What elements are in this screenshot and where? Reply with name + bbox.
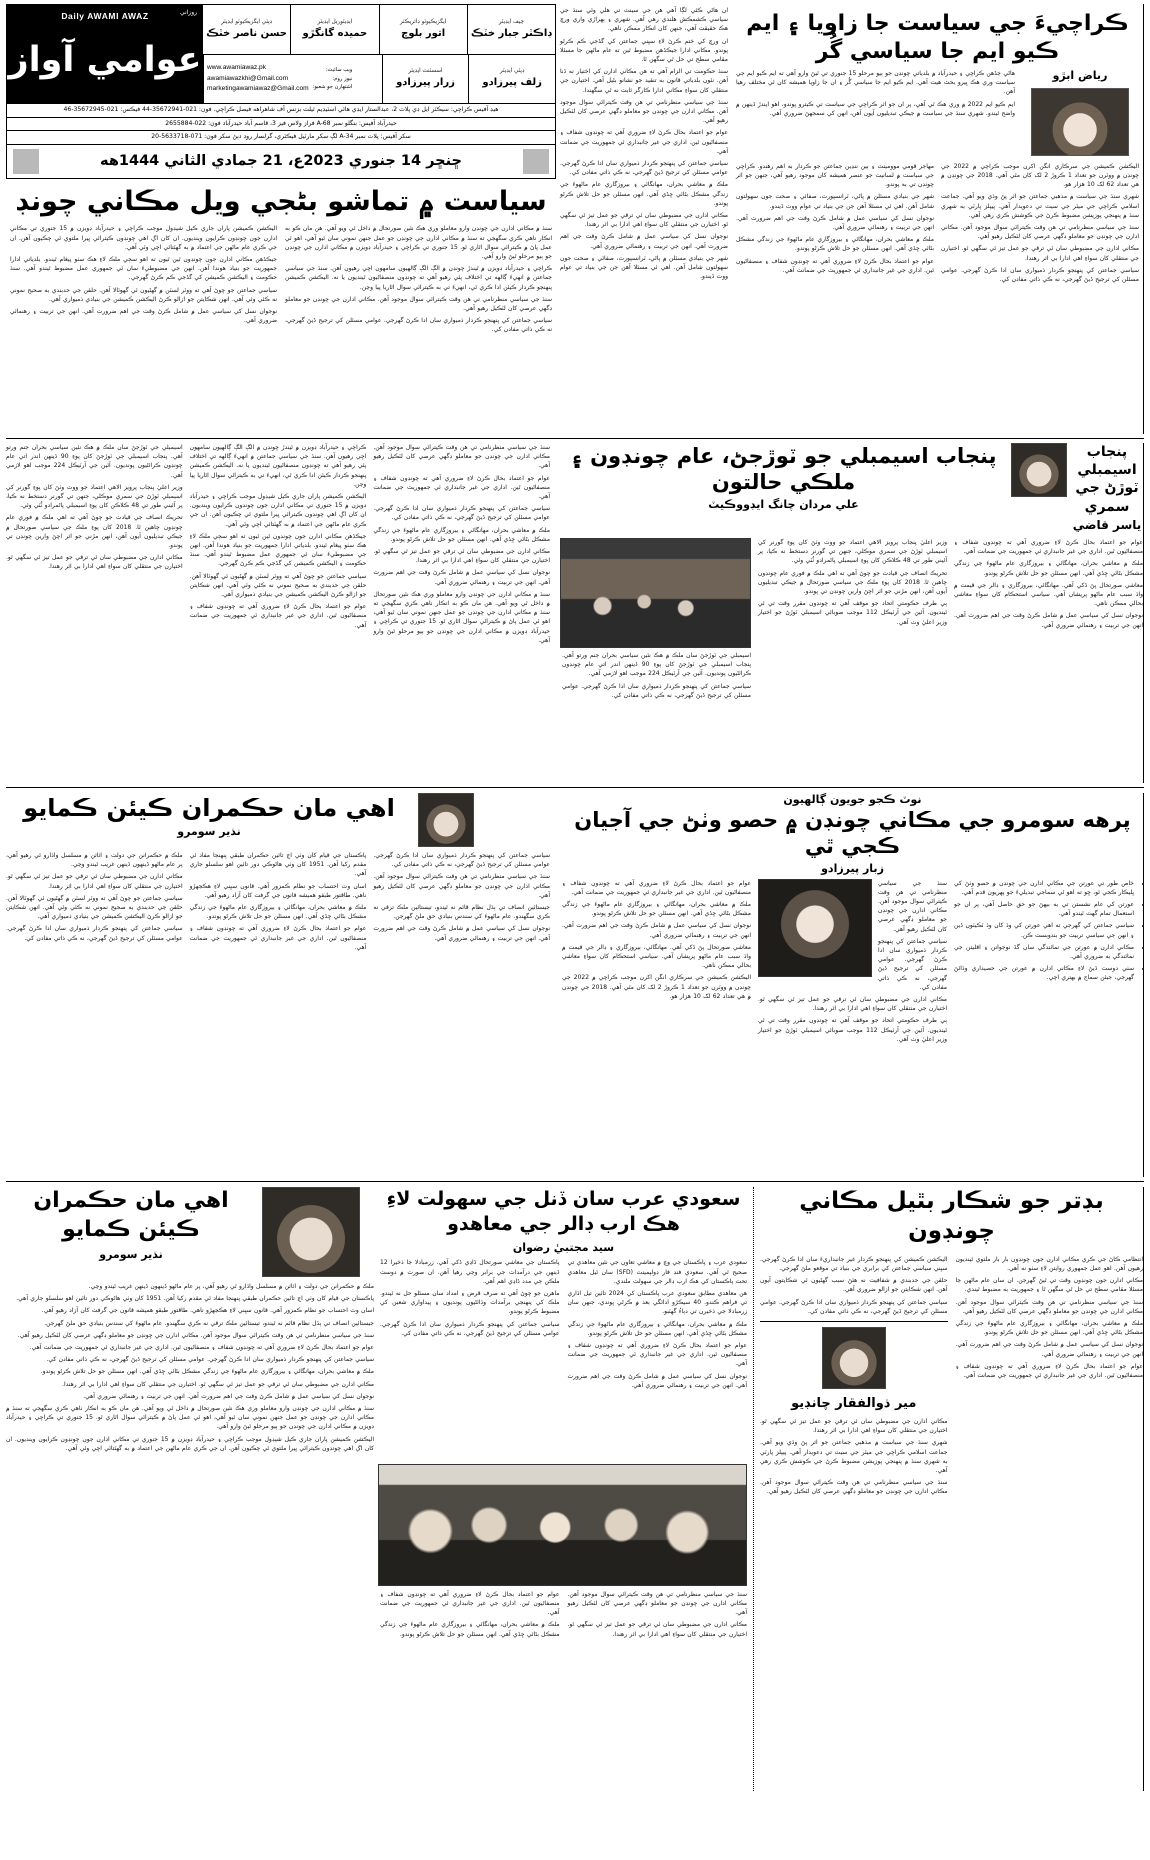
sumro-headline: پرهه سومرو جي مڪاني چونڊن ۾ حصو وٺڻ جي آجيان ڪجي ٿي bbox=[574, 808, 1131, 859]
paragraph: نوجوان نسل کي سياسي عمل ۾ شامل ڪرڻ وقت جي اهم ضرورت آهي. انهن جي تربيت ۽ رهنمائي ضروري آهي. bbox=[373, 569, 550, 586]
masthead-and-lead bbox=[6, 4, 556, 434]
paragraph: ملڪ ۾ حڪمرانن جي دولت ۽ اثاثن ۾ مسلسل واڌارو ٿي رهيو آهي، پر عام ماڻهو ڏينهون ڏينهن غريب ٿيندو وڃي. bbox=[88, 1283, 374, 1290]
budtar-col-1 bbox=[956, 1255, 1144, 1791]
punjab-col-3 bbox=[562, 538, 751, 783]
budtar-author-chip bbox=[760, 1327, 948, 1413]
paragraph: اليڪشن ڪميشن جي سرڪاري انگن اکرن موجب ڪراچي ۾ 2022 جي چونڊن ۾ ووٽرن جو تعداد 1 ڪروڙ 2 لک کان مٿي آهي. 2018 جي چونڊن ۾ هي تعداد 62 لک 10 هزار هو. bbox=[562, 974, 752, 1000]
author-name: رياض ابڙو bbox=[1052, 69, 1108, 82]
paragraph: ٻي طرف حڪومتي اتحاد جو موقف آهي ته چونڊون مقرر وقت تي ئي ٿينديون. آئين جي آرٽيڪل 112 موجب صوبائي اسيمبلي ٽوڙڻ جو اختيار وزير اعليٰ وٽ آهي. bbox=[758, 600, 947, 626]
paragraph: سنڌ جي سياسي منظرنامي تي هن وقت ڪيترائي سوال موجود آهن. مڪاني ادارن جي چونڊن جو معاملو ڊگهي عرصي کان لٽڪيل رهيو آهي. bbox=[567, 1590, 747, 1617]
marketing-email[interactable]: marketingawamiawaz@Gmail.com bbox=[207, 84, 309, 92]
nazir-sumro-section bbox=[6, 1187, 374, 1791]
punjab-side-author bbox=[1011, 443, 1143, 534]
paragraph: سنڌ ۾ مڪاني ادارن جي چونڊن وارو معاملو وري هڪ نئين صورتحال ۾ داخل ٿي ويو آهي. هن مان ڪو به انڪار ناهي ڪري سگهجي ته سنڌ ۾ مڪاني ادارن جي چونڊن جو عمل جنهن نموني سان ٿيو آهي، اهو ئي عمل پاڻ ۾ ڪيترائي سوال اٿاري ٿو. 15 جنوري تي ڪراچي ۽ حيدرآباد ڊويزن ۾ مڪاني ادارن جي چونڊن جو ٻيو مرحلو ٿيڻ وارو آهي. bbox=[285, 225, 553, 260]
paragraph: مڪاني ادارن جي مضبوطي سان ئي ترقي جو عمل تيز ٿي سگهي ٿو. اختيارن جي منتقلي کان سواءِ اهي ادارا بي اثر رهندا. bbox=[567, 1621, 747, 1638]
paragraph: ماهرن جو چوڻ آهي ته صرف قرض ۽ امداد سان مسئلو حل نه ٿيندو. ملڪ کي پنهنجي برآمدات وڌائڻيون پونديون ۽ پيداواري شعبن کي مضبوط ڪرڻو پوندو. bbox=[380, 1289, 560, 1316]
paragraph: مڪاني ادارن جي مضبوطي سان ئي ترقي جو عمل تيز ٿي سگهي ٿو. اختيارن جي منتقلي کان سواءِ اهي ادارا بي اثر رهندا. bbox=[62, 1380, 374, 1388]
contact-box bbox=[203, 55, 382, 104]
paragraph: نوجوان نسل کي سياسي عمل ۾ شامل ڪرڻ وقت جي اهم ضرورت آهي. انهن جي تربيت ۽ رهنمائي ضروري آهي. bbox=[373, 925, 550, 942]
paragraph: سياسي جماعتن کي پنهنجو ڪردار ذميواري سان ادا ڪرڻ گهرجي. عوامي مسئلن کي ترجيح ڏيڻ گهرجي، نه ڪي ذاتي مفادن کي. bbox=[878, 937, 947, 991]
staff-name: زلف پيرزادو bbox=[482, 77, 542, 89]
paragraph: عوام جو اعتماد بحال ڪرڻ لاءِ ضروري آهي ته چونڊون شفاف ۽ منصفاڻيون ٿين. اداري جي غير جانبداري ئي جمهوريت جي ضمانت آهي. bbox=[562, 879, 751, 896]
lead-left-headline: ڪراچيءَ جي سياست جا زاويا ۽ ايم ڪيو ايم جا سياسي گُر bbox=[746, 11, 1129, 64]
paragraph: مڪاني ادارن جي مضبوطي سان ئي ترقي جو عمل تيز ٿي سگهي ٿو. اختيارن جي منتقلي کان سواءِ اهي ادارا بي اثر رهندا. bbox=[758, 995, 947, 1013]
hukmaran-col-2 bbox=[190, 851, 367, 1177]
contact-label-website: ويب سائيٽ: bbox=[325, 67, 353, 74]
lead-left-article bbox=[556, 4, 1144, 434]
paragraph: ملڪ ۾ معاشي بحران، مهانگائي ۽ بيروزگاري عام ماڻهوءَ جي زندگي مشڪل بڻائي ڇڏي آهي. انهن مسئلن جو حل تلاش ڪرڻو پوندو. bbox=[380, 1621, 560, 1638]
saudi-byline: سيد مجتبيٰ رضوان bbox=[512, 1241, 615, 1255]
paragraph: سياسي جماعتن کي پنهنجو ڪردار ذميواري سان ادا ڪرڻ گهرجي. عوامي مسئلن کي ترجيح ڏيڻ گهرجي، نه ڪي ذاتي مفادن کي. bbox=[373, 505, 550, 522]
saudi-col-3 bbox=[568, 1590, 748, 1791]
address-sukkur: سکر آفيس: پلاٽ نمبر A-34 لڳ سکر مارٽيل فيڪٽري، گرلسار روڊ دٻڻ سکر فون: 071-5633718-20 bbox=[6, 131, 556, 145]
lead-right-col-2 bbox=[10, 224, 277, 434]
paragraph: ملڪ ۾ معاشي بحران، مهانگائي ۽ بيروزگاري عام ماڻهوءَ جي زندگي مشڪل بڻائي ڇڏي آهي. انهن مسئلن جو حل تلاش ڪرڻو پوندو. bbox=[736, 236, 934, 253]
hukmaran-byline: نذير سومرو bbox=[177, 825, 241, 838]
paragraph: سنڌ جي سياسي منظرنامي تي هن وقت ڪيترائي سوال موجود آهن. مڪاني ادارن جي چونڊن جو معاملو ڊگهي عرصي کان لٽڪيل رهيو آهي. bbox=[941, 224, 1139, 241]
nazir-col-3 bbox=[6, 443, 183, 783]
paragraph: عوام جو اعتماد بحال ڪرڻ لاءِ ضروري آهي ته چونڊون شفاف ۽ منصفاڻيون ٿين. اداري جي غير جانبداري ئي جمهوريت جي ضمانت آهي. bbox=[29, 1344, 374, 1352]
paragraph: سنڌ جي سياسي منظرنامي تي هن وقت ڪيترائي سوال موجود آهن. مڪاني ادارن جي چونڊن جو معاملو ڊگهي عرصي کان لٽڪيل رهيو آهي. bbox=[560, 98, 728, 125]
paragraph: اليڪشن ڪميشن کي پنهنجو ڪردار غير جانبداريءَ سان ادا ڪرڻ گهرجي. سڀني سياسي جماعتن کي برابري جي بنياد تي موقعو ملڻ گهرجي. bbox=[760, 1255, 948, 1272]
paragraph: معاشي صورتحال پڻ ڏکي آهي. مهانگائي، بيروزگاري ۽ ڊالر جي قيمت ۾ واڌ سبب عام ماڻهو پريشان آهي. سياسي استحڪام کان سواءِ معاشي بحالي ممڪن ناهي. bbox=[562, 943, 751, 970]
punjab-col-2 bbox=[758, 538, 947, 783]
address-karachi: هيڊ آفيس ڪراچي: سيڪٽر ايل ڊي پلاٽ 2، عبدالستار ايڊي هائي اسٽيڊيم ٿيلٽ بزنس آف شاهراهه فيصل ڪراچي. فون: 021-35672941-44 فيڪس: 021-35672945-46 bbox=[6, 104, 556, 118]
paragraph: اسان وٽ احتساب جو نظام ڪمزور آهي. قانون سڀني لاءِ هڪجهڙو ناهي. طاقتور طبقو هميشه قانون جي گرفت کان آزاد رهيو آهي. bbox=[189, 882, 367, 899]
list-item: • مڪاني ادارن ۾ عورتن جي نمائندگي سان گڏ نوجوانن ۽ اقليتن جي نمائندگي به ضروري آهي. bbox=[954, 943, 1134, 961]
paragraph: عوام جو اعتماد بحال ڪرڻ لاءِ ضروري آهي ته چونڊون شفاف ۽ منصفاڻيون ٿين. اداري جي غير جانبداري ئي جمهوريت جي ضمانت آهي. bbox=[736, 257, 934, 274]
paragraph: سياسي جماعتن جو چوڻ آهي ته ووٽر لسٽن ۾ گهڻيون ئي گهوٽالا آهن. حلقن جي حدبندي به صحيح نموني نه ڪئي وئي آهي. انهن شڪايتن جو ازالو ڪرڻ اليڪشن ڪميشن جي بنيادي ذميواري آهي. bbox=[189, 572, 367, 599]
logo-urdu-title: عوامي آواز bbox=[8, 39, 202, 80]
paragraph: جيستائين انصاف تي ٻڌل نظام قائم نه ٿيندو، تيستائين ملڪ ترقي نه ڪري سگهندو. عام ماڻهوءَ کي سندس بنيادي حق ملڻ گهرجن. bbox=[373, 904, 550, 921]
paragraph: جيڪڏهن مڪاني ادارن جون چونڊون ٿين ٿيون ته اهو سڄي ملڪ لاءِ هڪ سٺو پيغام ٿيندو. بلدياتي ادارا جمهوريت جو بنياد هوندا آهن. انهن جي مضبوطيءَ سان ئي جمهوري عمل مضبوط ٿيندو آهي. سنڌ حڪومت ۽ اليڪشن ڪميشن کي گڏجي ڪم ڪرڻ گهرجي. bbox=[10, 255, 277, 282]
paragraph: نوجوان نسل کي سياسي عمل ۾ شامل ڪرڻ وقت جي اهم ضرورت آهي. انهن جي تربيت ۽ رهنمائي ضروري آهي. bbox=[10, 307, 277, 325]
paragraph: مڪاني ادارن جي مضبوطي سان ئي ترقي جو عمل تيز ٿي سگهي ٿو. اختيارن جي منتقلي کان سواءِ اهي ادارا بي اثر رهندا. bbox=[760, 1417, 948, 1435]
nazir-col-1 bbox=[373, 443, 550, 783]
lead-right-article bbox=[6, 179, 556, 434]
paragraph: معاشي صورتحال پڻ ڏکي آهي. مهانگائي، بيروزگاري ۽ ڊالر جي قيمت ۾ واڌ سبب عام ماڻهو پريشان آهي. سياسي استحڪام کان سواءِ معاشي بحالي ممڪن ناهي. bbox=[954, 581, 1143, 608]
paragraph: اسيمبلي جي ٽوڙجڻ سان ملڪ ۾ هڪ نئين سياسي بحران جنم ورتو آهي. پنجاب اسيمبلي جي ٽوڙجڻ کان پوءِ 90 ڏينهن اندر اتي عام چونڊون ڪرائڻيون پونديون. آئين جي آرٽيڪل 224 موجب اهو لازمي آهي. bbox=[562, 651, 751, 678]
paragraph: عوام جو اعتماد بحال ڪرڻ لاءِ ضروري آهي ته چونڊون شفاف ۽ منصفاڻيون ٿين. اداري جي غير جانبداري ئي جمهوريت جي ضمانت آهي. bbox=[560, 129, 728, 155]
paragraph: انتظامي ڪاڻ جي ڪري مڪاني ادارن جون چونڊون بار بار ملتوي ٿينديون رهيون آهن. اهو عمل جمهوري روايتن لاءِ سٺو نه آهي. bbox=[955, 1255, 1143, 1272]
sumro-byline: زبار پيرزادو bbox=[821, 861, 884, 875]
paragraph: عوام جو اعتماد بحال ڪرڻ لاءِ ضروري آهي ته چونڊون شفاف ۽ منصفاڻيون ٿين. اداري جي غير جانبداري ئي جمهوريت جي ضمانت آهي. bbox=[567, 1342, 747, 1368]
paragraph: ملڪ ۾ معاشي بحران، مهانگائي ۽ بيروزگاري عام ماڻهوءَ جي زندگي مشڪل بڻائي ڇڏي آهي. انهن مسئلن جو حل تلاش ڪرڻو پوندو. bbox=[40, 1368, 374, 1376]
assembly-photo bbox=[560, 538, 751, 648]
paragraph: ٻي طرف حڪومتي اتحاد جو موقف آهي ته چونڊون مقرر وقت تي ئي ٿينديون. آئين جي آرٽيڪل 112 موجب صوبائي اسيمبلي ٽوڙڻ جو اختيار وزير اعليٰ وٽ آهي. bbox=[758, 1017, 947, 1043]
paragraph: نوجوان نسل کي سياسي عمل ۾ شامل ڪرڻ وقت جي اهم ضرورت آهي. انهن جي تربيت ۽ رهنمائي ضروري آهي. bbox=[567, 1372, 747, 1389]
paragraph: عوام جو اعتماد بحال ڪرڻ لاءِ ضروري آهي ته چونڊون شفاف ۽ منصفاڻيون ٿين. اداري جي غير جانبداري ئي جمهوريت جي ضمانت آهي. bbox=[189, 603, 367, 629]
paragraph: نوجوان نسل کي سياسي عمل ۾ شامل ڪرڻ وقت جي اهم ضرورت آهي. انهن جي تربيت ۽ رهنمائي ضروري آهي. bbox=[562, 922, 751, 939]
paragraph: عوام جو اعتماد بحال ڪرڻ لاءِ ضروري آهي ته چونڊون شفاف ۽ منصفاڻيون ٿين. اداري جي غير جانبداري ئي جمهوريت جي ضمانت آهي. bbox=[954, 538, 1143, 556]
paragraph: نوجوان نسل کي سياسي عمل ۾ شامل ڪرڻ وقت جي اهم ضرورت آهي. انهن جي تربيت ۽ رهنمائي ضروري آهي. bbox=[560, 233, 728, 250]
paragraph: ملڪ ۾ معاشي بحران، مهانگائي ۽ بيروزگاري عام ماڻهوءَ جي زندگي مشڪل بڻائي ڇڏي آهي. انهن مسئلن جو حل تلاش ڪرڻو پوندو. bbox=[189, 904, 367, 921]
paragraph: مڪاني ادارن جي مضبوطي سان ئي ترقي جو عمل تيز ٿي سگهي ٿو. اختيارن جي منتقلي کان سواءِ اهي ادارا بي اثر رهندا. bbox=[5, 554, 183, 571]
paragraph: جيستائين انصاف تي ٻڌل نظام قائم نه ٿيندو، تيستائين ملڪ ترقي نه ڪري سگهندو. عام ماڻهوءَ کي سندس بنيادي حق ملڻ گهرجن. bbox=[44, 1319, 374, 1327]
paragraph: سياسي جماعتن کي پنهنجو ڪردار ذميواري سان ادا ڪرڻ گهرجي. عوامي مسئلن کي ترجيح ڏيڻ گهرجي، نه ڪي ذاتي مفادن کي. bbox=[560, 160, 728, 177]
lead-right-headline: سياست ۾ تماشو بڻجي ويل مڪاني چونڊ bbox=[15, 185, 547, 217]
staff-box bbox=[203, 5, 555, 103]
paragraph: مڪاني ادارن جون چونڊون وقت تي ٿيڻ گهرجن. ان سان عام ماڻهن جا مسئلا مقامي سطح تي حل ٿي سگهن ٿا ۽ جمهوريت به مضبوط ٿيندي. bbox=[955, 1277, 1143, 1294]
punjab-section bbox=[556, 443, 1144, 783]
staff-role: ڊپٽي ايڊيٽر bbox=[499, 68, 525, 75]
newspaper-logo bbox=[7, 5, 203, 103]
contact-label-ads: اشتهارن جو شعبو: bbox=[312, 83, 353, 90]
paragraph: اليڪشن ڪميشن پاران جاري ڪيل شيڊول موجب ڪراچي ۽ حيدرآباد ڊويزن ۾ 15 جنوري تي مڪاني ادارن جون چونڊون ڪرايون وينديون. ان کان اڳ اهي چونڊون ڪيترائي ڀيرا ملتوي ٿي چڪيون آهن. ان جي ڪري عام ماڻهن جي اعتماد ۾ به گهٽتائي اچي وئي آهي. bbox=[189, 493, 367, 528]
side-title: پنجاب اسيمبلي ٽوڙڻ جي سمري bbox=[1075, 444, 1139, 515]
staff-role: ڊپٽي ايگزيڪيوٽو ايڊيٽر bbox=[221, 18, 273, 25]
paragraph: سياسي جماعتن کي پنهنجو ڪردار ذميواري سان ادا ڪرڻ گهرجي. عوامي مسئلن کي ترجيح ڏيڻ گهرجي، نه ڪي ذاتي مفادن کي. bbox=[46, 1356, 374, 1364]
author-photo bbox=[418, 793, 474, 847]
lead-left-intro bbox=[736, 69, 1015, 159]
sumro-section bbox=[556, 793, 1144, 1177]
paragraph: اليڪشن ڪميشن پاران جاري ڪيل شيڊول موجب ڪراچي ۽ حيدرآباد ڊويزن ۾ 15 جنوري تي مڪاني ادارن جون چونڊون ڪرايون وينديون. ان کان اڳ اهي چونڊون ڪيترائي ڀيرا ملتوي ٿي چڪيون آهن. ان جي ڪري عام ماڻهن جي اعتماد ۾ به گهٽتائي اچي وئي آهي. bbox=[10, 225, 278, 251]
staff-deputy-editor bbox=[468, 55, 555, 104]
paragraph: ملڪ ۾ معاشي بحران، مهانگائي ۽ بيروزگاري عام ماڻهوءَ جي زندگي مشڪل بڻائي ڇڏي آهي. انهن مسئلن جو حل تلاش ڪرڻو پوندو. bbox=[954, 560, 1143, 577]
paragraph: جيڪڏهن مڪاني ادارن جون چونڊون ٿين ٿيون ته اهو سڄي ملڪ لاءِ هڪ سٺو پيغام ٿيندو. بلدياتي ادارا جمهوريت جو بنياد هوندا آهن. انهن جي مضبوطيءَ سان ئي جمهوري عمل مضبوط ٿيندو آهي. سنڌ حڪومت ۽ اليڪشن ڪميشن کي گڏجي ڪم ڪرڻ گهرجي. bbox=[189, 532, 367, 568]
list-item: • سٺي دوست ڏيڻ لاءِ مڪاني ادارن ۾ عورتن جي حصيداري وڌائڻ گهرجي، جيئن سماج ۾ بهتري اچي. bbox=[954, 964, 1134, 982]
paragraph: سياسي جماعتن کي پنهنجو ڪردار ذميواري سان ادا ڪرڻ گهرجي. عوامي مسئلن کي ترجيح ڏيڻ گهرجي، نه ڪي ذاتي مفادن کي. bbox=[380, 1320, 560, 1337]
saudi-col-4 bbox=[380, 1590, 560, 1791]
nazir-sumro-author-chip bbox=[262, 1187, 374, 1277]
paragraph: سياسي جماعتن کي پنهنجو ڪردار ذميواري سان ادا ڪرڻ گهرجي. عوامي مسئلن کي ترجيح ڏيڻ گهرجي، نه ڪي ذاتي مفادن کي. bbox=[562, 682, 751, 699]
paragraph: ڪراچي ۽ حيدرآباد ڊويزن ۾ ٿيندڙ چونڊن ۾ الڳ الڳ ڳالهيون سامهون اچي رهيون آهن. سنڌ جي سياسي جماعتن ۾ انهيءَ ڳالهه تي اختلاف پئي رهيو آهي ته چونڊون منصفاڻيون ٿينديون يا نه. اليڪشن ڪميشن پنهنجو ڪردار ڪيئن ادا ڪري ٿي، انهيءَ تي به ڪيترائي سوال اٿاريا پيا وڃن. bbox=[285, 265, 552, 291]
paragraph: ان ورڇ کي ختم ڪرڻ لاءِ سڀني جماعتن کي گڏجي ڪم ڪرڻو پوندو. مڪاني ادارا جيڪڏهن مضبوط ٿين ته عام ماڻهن جا مسئلا مقامي سطح تي حل ٿي سگهن ٿا. bbox=[560, 37, 728, 64]
paragraph: ان هاڻي ڪٿي لڳا آهي هن جي سينٽ تي هلي وئي سنڌ جي سياسي ڪشمڪش هلندي رهي آهي. شهري ۽ ٻهراڙي واري ورڇ هڪ حقيقت آهي، جنهن کان انڪار ممڪن ناهي. bbox=[560, 7, 728, 33]
staff-chief-editor bbox=[467, 5, 555, 54]
staff-name: حميده گانگڙو bbox=[302, 27, 368, 39]
paragraph: ايم ڪيو ايم 2022 ۾ وري هڪ ٿي آهي، پر ان جو اثر ڪراچي جي سياست تي ڪيترو پوندو، اهو ايندڙ ڏينهن ۾ واضح ٿيندو. شهري سنڌ جي سياست ۾ جيڪي تبديليون آيون آهن، انهن کي سمجهڻ ضروري آهي. bbox=[736, 100, 1015, 117]
paragraph: سنڌ جي سياسي منظرنامي تي هن وقت ڪيترائي سوال موجود آهن. مڪاني ادارن جي چونڊن جو معاملو ڊگهي عرصي کان لٽڪيل رهيو آهي. bbox=[955, 1298, 1143, 1315]
sumro-col-1 bbox=[954, 879, 1143, 1178]
lead-left-col-1 bbox=[941, 162, 1139, 434]
paragraph: شهر جي بنيادي مسئلن ۾ پاڻي، ٽرانسپورٽ، صفائي ۽ صحت جون سهولتون شامل آهن. اهي ئي مسئلا آهن جن جي بنياد تي عوام ووٽ ڏيندو. bbox=[560, 254, 728, 281]
contact-label-newsroom: نيوز روم: bbox=[332, 75, 353, 82]
paragraph: نوجوان نسل کي سياسي عمل ۾ شامل ڪرڻ وقت جي اهم ضرورت آهي. انهن جي تربيت ۽ رهنمائي ضروري آهي. bbox=[954, 612, 1143, 629]
paragraph: عوام جو اعتماد بحال ڪرڻ لاءِ ضروري آهي ته چونڊون شفاف ۽ منصفاڻيون ٿين. اداري جي غير جانبداري ئي جمهوريت جي ضمانت آهي. bbox=[955, 1362, 1143, 1380]
paragraph: حلقن جي حدبندي ۾ شفافيت نه هئڻ سبب گهڻيون ئي شڪايتون آيون آهن. انهن شڪايتن جو ازالو ضروري آهي. bbox=[760, 1277, 948, 1294]
paragraph: سعودي عرب ۽ پاڪستان جي وچ ۾ معاشي تعاون جي نئين معاهدي تي صحيح ٿي آهي. سعودي فنڊ فار ڊولپمينٽ (SFD) سان ٿيل معاهدي تحت پاڪستان کي هڪ ارب ڊالر جي سهولت ملندي. bbox=[567, 1259, 747, 1285]
mid-zone bbox=[6, 438, 1144, 783]
list-item: • عورتن کي عام نشستن تي به بيهڻ جو حق حاصل آهي، پر ان جو استعمال تمام گهٽ ٿيندو آهي. bbox=[954, 900, 1134, 918]
logo-latin-title: Daily AWAMI AWAZ bbox=[61, 11, 149, 21]
address-hyderabad: حيدرآباد آفيس: بنگلو نمبر A-68 فراز ولاس فيز 3، قاسم آباد حيدرآباد فون: 022-2655884 bbox=[6, 118, 556, 132]
staff-name: زرار پيرزادو bbox=[396, 77, 455, 89]
paragraph: عوام جو اعتماد بحال ڪرڻ لاءِ ضروري آهي ته چونڊون شفاف ۽ منصفاڻيون ٿين. اداري جي غير جانبداري ئي جمهوريت جي ضمانت آهي. bbox=[380, 1590, 560, 1617]
paragraph: ملڪ ۾ معاشي بحران، مهانگائي ۽ بيروزگاري عام ماڻهوءَ جي زندگي مشڪل بڻائي ڇڏي آهي. انهن مسئلن جو حل تلاش ڪرڻو پوندو. bbox=[955, 1320, 1143, 1337]
paragraph: سياسي جماعتن کي پنهنجو ڪردار ذميواري سان ادا ڪرڻ گهرجي. عوامي مسئلن کي ترجيح ڏيڻ گهرجي، نه ڪي ذاتي مفادن کي. bbox=[760, 1298, 948, 1315]
staff-role: اسسٽنٽ ايڊيٽر bbox=[408, 68, 443, 75]
staff-role: چيف ايڊيٽر bbox=[498, 18, 524, 25]
paragraph: سياسي جماعتن کي پنهنجو ڪردار ذميواري سان ادا ڪرڻ گهرجي. عوامي مسئلن کي ترجيح ڏيڻ گهرجي، نه ڪي ذاتي مفادن کي. bbox=[285, 317, 552, 334]
paragraph: سياسي جماعتن کي پنهنجو ڪردار ذميواري سان ادا ڪرڻ گهرجي. عوامي مسئلن کي ترجيح ڏيڻ گهرجي، نه ڪي ذاتي مفادن کي. bbox=[5, 925, 183, 942]
paragraph: ملڪ ۾ معاشي بحران، مهانگائي ۽ بيروزگاري عام ماڻهوءَ جي زندگي مشڪل بڻائي ڇڏي آهي. انهن مسئلن جو حل تلاش ڪرڻو پوندو. bbox=[373, 526, 550, 543]
paragraph: سنڌ جي سياسي منظرنامي تي هن وقت ڪيترائي سوال موجود آهن. مڪاني ادارن جي چونڊن جو معاملو ڊگهي عرصي کان لٽڪيل رهيو آهي. bbox=[760, 1479, 948, 1496]
paragraph: ڪراچي ۽ حيدرآباد ڊويزن ۾ ٿيندڙ چونڊن ۾ الڳ الڳ ڳالهيون سامهون اچي رهيون آهن. سنڌ جي سياسي جماعتن ۾ انهيءَ ڳالهه تي اختلاف پئي رهيو آهي ته چونڊون منصفاڻيون ٿينديون يا نه. اليڪشن ڪميشن پنهنجو ڪردار ڪيئن ادا ڪري ٿي، انهيءَ تي به ڪيترائي سوال اٿاريا پيا وڃن. bbox=[189, 444, 367, 488]
saudi-col-2 bbox=[380, 1258, 560, 1459]
list-item: • خاص طور تي عورتن جي مڪاني ادارن جي چونڊن ۾ حصو وٺڻ کي ڀليڪار ڪجي ٿو، ڇو ته اهو ئي سماجي تبديليءَ جو پهريون قدم آهي. bbox=[954, 879, 1134, 897]
staff-deputy-exec-editor bbox=[203, 5, 290, 54]
paragraph: سنڌ جي سياسي منظرنامي تي هن وقت ڪيترائي سوال موجود آهن. مڪاني ادارن جي چونڊن جو معاملو ڊگهي عرصي کان لٽڪيل رهيو آهي. bbox=[373, 873, 550, 899]
paragraph: مهاجر قومي موومينٽ ۽ ٻين ننڍين جماعتن جو ڪردار به اهم رهندو. ڪراچي جي سياست ۾ لسانيت جو عنصر هميشه کان موجود رهيو آهي، جنهن جو اثر چونڊن تي به پوندو. bbox=[736, 162, 934, 189]
date-text: ڇنڇر 14 جنوري 2023ع، 21 جمادي الثاني 1444هه bbox=[60, 151, 502, 171]
staff-role: ايڊيٽوريل ايڊيٽر bbox=[317, 18, 353, 25]
paragraph: پاڪستان جي قيام کان وٺي اڄ تائين حڪمران طبقي پنهنجا مفاد ئي مقدم رکيا آهن. 1951 کان وٺي هاڻوڪي دور تائين اهو سلسلو جاري آهي. bbox=[16, 1295, 374, 1303]
saudi-section bbox=[374, 1187, 754, 1791]
sumro-col-3 bbox=[562, 879, 751, 1178]
paragraph: پاڪستان جي قيام کان وٺي اڄ تائين حڪمران طبقي پنهنجا مفاد ئي مقدم رکيا آهن. 1951 کان وٺي هاڻوڪي دور تائين اهو سلسلو جاري آهي. bbox=[189, 852, 367, 878]
paragraph: اليڪشن ڪميشن پاران جاري ڪيل شيڊول موجب ڪراچي ۽ حيدرآباد ڊويزن ۾ 15 جنوري تي مڪاني ادارن جون چونڊون ڪرايون وينديون. ان کان اڳ اهي چونڊون ڪيترائي ڀيرا ملتوي ٿي چڪيون آهن. ان جي ڪري عام ماڻهن جي اعتماد ۾ به گهٽتائي اچي وئي آهي. bbox=[6, 1435, 375, 1452]
author-photo bbox=[1031, 88, 1129, 156]
saudi-headline: سعودي عرب سان ڏنل جي سهولت لاءِ هڪ ارب ڊالر جي معاهدو bbox=[386, 1188, 741, 1235]
bottom-zone bbox=[6, 1181, 1144, 1791]
paragraph: نوجوان نسل کي سياسي عمل ۾ شامل ڪرڻ وقت جي اهم ضرورت آهي. انهن جي تربيت ۽ رهنمائي ضروري آهي. bbox=[955, 1341, 1143, 1358]
lead-left-col-2 bbox=[736, 162, 934, 434]
paragraph: نوجوان نسل کي سياسي عمل ۾ شامل ڪرڻ وقت جي اهم ضرورت آهي. انهن جي تربيت ۽ رهنمائي ضروري آهي. bbox=[736, 214, 934, 232]
paragraph: هن معاهدي مطابق سعودي عرب پاڪستان کي 2024 تائين تيل اڌاري تي فراهم ڪندو. 40 سيڪڙو ادائگي بعد ۾ ڪرڻي پوندي، جنهن سان زرمبادلا جي ذخيرن تي دٻاءُ گهٽبو. bbox=[567, 1289, 748, 1316]
lead-right-col-1 bbox=[285, 224, 552, 434]
staff-role: ايگزيڪيوٽو ڊائريڪٽر bbox=[399, 18, 447, 25]
left-edge-column bbox=[556, 4, 732, 434]
paragraph: شهري سنڌ جي سياست ۾ مذهبي جماعتن جو اثر پڻ وڌي ويو آهي. جماعت اسلامي ڪراچي جي ميئر جي سيٽ تي دعويدار آهي. پيپلز پارٽي به شهري سنڌ ۾ پنهنجي پوزيشن مضبوط ڪرڻ جي ڪوشش ڪري رهي آهي. bbox=[941, 193, 1139, 219]
side-author-name: ياسر قاضي bbox=[1072, 517, 1142, 532]
author-photo bbox=[262, 1187, 360, 1277]
paragraph: عوام جو اعتماد بحال ڪرڻ لاءِ ضروري آهي ته چونڊون شفاف ۽ منصفاڻيون ٿين. اداري جي غير جانبداري ئي جمهوريت جي ضمانت آهي. bbox=[189, 925, 367, 951]
lead-left-byline-block bbox=[1021, 69, 1139, 159]
hukmaran-col-3 bbox=[6, 851, 183, 1177]
paragraph: مڪاني ادارن جي مضبوطي سان ئي ترقي جو عمل تيز ٿي سگهي ٿو. اختيارن جي منتقلي کان سواءِ اهي ادارا بي اثر رهندا. bbox=[373, 548, 550, 565]
paragraph: سنڌ ۾ مڪاني ادارن جي چونڊن وارو معاملو وري هڪ نئين صورتحال ۾ داخل ٿي ويو آهي. هن مان ڪو به انڪار ناهي ڪري سگهجي ته سنڌ ۾ مڪاني ادارن جي چونڊن جو عمل جنهن نموني سان ٿيو آهي، اهو ئي عمل پاڻ ۾ ڪيترائي سوال اٿاري ٿو. 15 جنوري تي ڪراچي ۽ حيدرآباد ڊويزن ۾ مڪاني ادارن جي چونڊن جو ٻيو مرحلو ٿيڻ وارو آهي. bbox=[6, 1405, 374, 1431]
staff-assistant-editor bbox=[382, 55, 469, 104]
staff-name: اتور بلوچ bbox=[401, 27, 446, 39]
paragraph: سياسي جماعتن جو چوڻ آهي ته ووٽر لسٽن ۾ گهڻيون ئي گهوٽالا آهن. حلقن جي حدبندي به صحيح نموني نه ڪئي وئي آهي. انهن شڪايتن جو ازالو ڪرڻ اليڪشن ڪميشن جي بنيادي ذميواري آهي. bbox=[10, 286, 277, 303]
sumro-col-2 bbox=[758, 879, 947, 1178]
punjab-col-1 bbox=[954, 538, 1143, 783]
paragraph: تحريڪ انصاف جي قيادت جو چوڻ آهي ته اهي ملڪ ۾ فوري عام چونڊون چاهين ٿا. 2018 کان پوءِ ملڪ جي سياسي صورتحال ۾ جيڪي تبديليون آيون آهن، انهن مڙني جو اثر اچڻ وارين چونڊن تي پوندو. bbox=[758, 569, 947, 595]
paragraph: سنڌ جي سياسي منظرنامي تي هن وقت ڪيترائي سوال موجود آهن. مڪاني ادارن جي چونڊن جو معاملو ڊگهي عرصي کان لٽڪيل رهيو آهي. bbox=[373, 444, 550, 470]
low-zone bbox=[6, 787, 1144, 1177]
website-url[interactable]: www.awamiawaz.pk bbox=[207, 64, 267, 72]
paragraph: عوام جو اعتماد بحال ڪرڻ لاءِ ضروري آهي ته چونڊون شفاف ۽ منصفاڻيون ٿين. اداري جي غير جانبداري ئي جمهوريت جي ضمانت آهي. bbox=[373, 474, 550, 501]
nazir-section bbox=[6, 443, 556, 783]
paragraph: شهري سنڌ جي سياست ۾ مذهبي جماعتن جو اثر پڻ وڌي ويو آهي. جماعت اسلامي ڪراچي جي ميئر جي سيٽ تي دعويدار آهي. پيپلز پارٽي به شهري سنڌ ۾ پنهنجي پوزيشن مضبوط ڪرڻ جي ڪوشش ڪري رهي آهي. bbox=[760, 1439, 948, 1474]
hukmaran-col-1 bbox=[373, 851, 550, 1177]
paragraph: سياسي جماعتن کي پنهنجو ڪردار ذميواري سان ادا ڪرڻ گهرجي. عوامي مسئلن کي ترجيح ڏيڻ گهرجي، نه ڪي ذاتي مفادن کي. bbox=[941, 266, 1139, 284]
paragraph: ملڪ ۾ معاشي بحران، مهانگائي ۽ بيروزگاري عام ماڻهوءَ جي زندگي مشڪل بڻائي ڇڏي آهي. انهن مسئلن جو حل تلاش ڪرڻو پوندو. bbox=[567, 1320, 747, 1337]
nazir-sumro-byline: نذير سومرو bbox=[99, 1248, 163, 1262]
author-photo bbox=[1011, 443, 1067, 497]
paragraph: شهر جي بنيادي مسئلن ۾ پاڻي، ٽرانسپورٽ، صفائي ۽ صحت جون سهولتون شامل آهن. اهي ئي مسئلا آهن جن جي بنياد تي عوام ووٽ ڏيندو. bbox=[736, 193, 934, 210]
sumro-kicker: نوٽ ڪجو جويون ڳالهيون bbox=[783, 793, 922, 806]
paragraph: سنڌ جي سياسي منظرنامي تي هن وقت ڪيترائي سوال موجود آهن. مڪاني ادارن جي چونڊن جو معاملو ڊگهي عرصي کان لٽڪيل رهيو آهي. bbox=[17, 1331, 374, 1339]
paragraph: سياسي جماعتن جو چوڻ آهي ته ووٽر لسٽن ۾ گهڻيون ئي گهوٽالا آهن. حلقن جي حدبندي به صحيح نموني نه ڪئي وئي آهي. انهن شڪايتن جو ازالو ڪرڻ اليڪشن ڪميشن جي بنيادي ذميواري آهي. bbox=[5, 894, 183, 921]
paragraph: ملڪ ۾ حڪمرانن جي دولت ۽ اثاثن ۾ مسلسل واڌارو ٿي رهيو آهي، پر عام ماڻهو ڏينهون ڏينهن غريب ٿيندو وڃي. bbox=[5, 852, 183, 869]
staff-editorial-editor bbox=[290, 5, 378, 54]
paragraph: مڪاني ادارن جي مضبوطي سان ئي ترقي جو عمل تيز ٿي سگهي ٿو. اختيارن جي منتقلي کان سواءِ اهي ادارا بي اثر رهندا. bbox=[560, 212, 728, 229]
paragraph: اسان وٽ احتساب جو نظام ڪمزور آهي. قانون سڀني لاءِ هڪجهڙو ناهي. طاقتور طبقو هميشه قانون جي گرفت کان آزاد رهيو آهي. bbox=[41, 1307, 374, 1315]
budtar-byline: مير ذوالفقار چانڊيو bbox=[791, 1396, 917, 1411]
budtar-section bbox=[754, 1187, 1144, 1791]
paragraph: اليڪشن ڪميشن جي سرڪاري انگن اکرن موجب ڪراچي ۾ 2022 جي چونڊن ۾ ووٽرن جو تعداد 1 ڪروڙ 2 لک کان مٿي آهي. 2018 جي چونڊن ۾ هي تعداد 62 لک 10 هزار هو. bbox=[941, 162, 1140, 189]
staff-name: ڊاڪٽر جبار خٽڪ bbox=[471, 27, 552, 39]
nazir-sumro-headline: اهي مان حڪمران ڪيئن ڪمايو bbox=[33, 1188, 229, 1242]
paragraph: سياسي جماعتن کي پنهنجو ڪردار ذميواري سان ادا ڪرڻ گهرجي. عوامي مسئلن کي ترجيح ڏيڻ گهرجي، نه ڪي ذاتي مفادن کي. bbox=[373, 852, 550, 869]
paragraph: سنڌ حڪومت تي الزام آهي ته هن مڪاني ادارن کي اختيار نه ڏنا آهن. نئون بلدياتي قانون به تنقيد جو نشانو بڻيل آهي. اختيارن جي منتقلي کان سواءِ مڪاني ادارا ڪارگر ثابت نه ٿي سگهندا. bbox=[560, 68, 728, 94]
paragraph: تحريڪ انصاف جي قيادت جو چوڻ آهي ته اهي ملڪ ۾ فوري عام چونڊون چاهين ٿا. 2018 کان پوءِ ملڪ جي سياسي صورتحال ۾ جيڪي تبديليون آيون آهن، انهن مڙني جو اثر اچڻ وارين چونڊن تي پوندو. bbox=[5, 514, 183, 550]
budtar-col-2 bbox=[760, 1255, 948, 1791]
paragraph: پاڪستان جي معاشي صورتحال ڏاڍي ڏکي آهي. زرمبادلا جا ذخيرا 12 ڏينهن جي درآمدات جي برابر وڃي رهيا آهن. ان صورت ۾ دوست ملڪن جي مدد ڏاڍي اهم آهي. bbox=[380, 1259, 560, 1285]
paragraph: نوجوان نسل کي سياسي عمل ۾ شامل ڪرڻ وقت جي اهم ضرورت آهي. انهن جي تربيت ۽ رهنمائي ضروري آهي. bbox=[83, 1392, 374, 1400]
paragraph: مڪاني ادارن جي مضبوطي سان ئي ترقي جو عمل تيز ٿي سگهي ٿو. اختيارن جي منتقلي کان سواءِ اهي ادارا بي اثر رهندا. bbox=[941, 245, 1139, 262]
paragraph: هاڻي جڏهن ڪراچي ۽ حيدرآباد ۾ بلدياتي چونڊن جو ٻيو مرحلو 15 جنوري تي ٿيڻ وارو آهي ته ايم ڪيو ايم جي سياست وري هڪ ڀيرو بحث هيٺ آهي. ايم ڪيو ايم جا سياسي گُر ۽ ان جا زاويا هميشه کان ئي مختلف رهيا آهن. bbox=[736, 70, 1015, 96]
masthead bbox=[6, 4, 556, 104]
paragraph: سنڌ جي سياسي منظرنامي تي هن وقت ڪيترائي سوال موجود آهن. مڪاني ادارن جي چونڊن جو معاملو ڊگهي عرصي کان لٽڪيل رهيو آهي. bbox=[285, 295, 552, 312]
newsroom-email[interactable]: awamiawazkhi@Gmail.com bbox=[207, 74, 289, 82]
paragraph: مڪاني ادارن جي مضبوطي سان ئي ترقي جو عمل تيز ٿي سگهي ٿو. اختيارن جي منتقلي کان سواءِ اهي ادارا بي اثر رهندا. bbox=[5, 873, 183, 890]
punjab-byline: علي مردان چانگ ايڊووڪيٽ bbox=[708, 497, 859, 511]
signing-ceremony-photo bbox=[378, 1464, 747, 1586]
budtar-headline: بڊتر جو شڪار بٿيل مڪاني چونڊون bbox=[799, 1188, 1104, 1244]
paragraph: سنڌ جي سياسي منظرنامي تي هن وقت ڪيترائي سوال موجود آهن. مڪاني ادارن جي چونڊن جو معاملو ڊگهي عرصي کان لٽڪيل رهيو آهي. bbox=[878, 879, 947, 933]
saudi-col-1 bbox=[568, 1258, 748, 1459]
top-zone bbox=[6, 4, 1144, 434]
paragraph: وزير اعليٰ پنجاب پرويز الاهي اعتماد جو ووٽ وٺڻ کان پوءِ گورنر کي اسيمبلي ٽوڙڻ جي سمري موڪلي، جنهن تي گورنر دستخط نه ڪيا، پر آئيني طور تي 48 ڪلاڪن کان پوءِ اسيمبلي پاڻمرادو ٽُٽي وئي. bbox=[5, 483, 183, 510]
hukmaran-section bbox=[6, 793, 556, 1177]
date-band bbox=[6, 145, 556, 179]
paragraph: ملڪ ۾ معاشي بحران، مهانگائي ۽ بيروزگاري عام ماڻهوءَ جي زندگي مشڪل بڻائي ڇڏي آهي. انهن مسئلن جو حل تلاش ڪرڻو پوندو. bbox=[562, 900, 751, 918]
author-photo bbox=[822, 1327, 886, 1389]
logo-corner-tag: روزاني bbox=[179, 9, 197, 16]
staff-name: حسن ناصر خٽڪ bbox=[206, 27, 287, 39]
list-item: • سياسي جماعتن کي گهرجي ته اهي عورتن کي وڌ کان وڌ ٽڪيٽون ڏين ۽ انهن جي سياسي تربيت جو بندوبست ڪن. bbox=[954, 921, 1134, 939]
nazir-col-2 bbox=[190, 443, 367, 783]
nazir-author-chip bbox=[418, 793, 550, 847]
hukmaran-headline: اهي مان حڪمران ڪيئن ڪمايو bbox=[23, 794, 395, 822]
sumro-portrait-photo bbox=[758, 879, 872, 977]
paragraph: وزير اعليٰ پنجاب پرويز الاهي اعتماد جو ووٽ وٺڻ کان پوءِ گورنر کي اسيمبلي ٽوڙڻ جي سمري موڪلي، جنهن تي گورنر دستخط نه ڪيا، پر آئيني طور تي 48 ڪلاڪن کان پوءِ اسيمبلي پاڻمرادو ٽُٽي وئي. bbox=[758, 538, 947, 565]
paragraph: سنڌ ۾ مڪاني ادارن جي چونڊن وارو معاملو وري هڪ نئين صورتحال ۾ داخل ٿي ويو آهي. هن مان ڪو به انڪار ناهي ڪري سگهجي ته سنڌ ۾ مڪاني ادارن جي چونڊن جو عمل جنهن نموني سان ٿيو آهي، اهو ئي عمل پاڻ ۾ ڪيترائي سوال اٿاري ٿو. 15 جنوري تي ڪراچي ۽ حيدرآباد ڊويزن ۾ مڪاني ادارن جي چونڊن جو ٻيو مرحلو ٿيڻ وارو آهي. bbox=[373, 590, 550, 644]
staff-exec-director bbox=[379, 5, 467, 54]
punjab-headline: پنجاب اسيمبلي جو ٽوڙجڻ، عام چونڊون ۽ ملڪي حالتون bbox=[570, 444, 997, 495]
paragraph: ملڪ ۾ معاشي بحران، مهانگائي ۽ بيروزگاري عام ماڻهوءَ جي زندگي مشڪل بڻائي ڇڏي آهي. انهن مسئلن جو حل تلاش ڪرڻو پوندو. bbox=[560, 181, 728, 207]
paragraph: اسيمبلي جي ٽوڙجڻ سان ملڪ ۾ هڪ نئين سياسي بحران جنم ورتو آهي. پنجاب اسيمبلي جي ٽوڙجڻ کان پوءِ 90 ڏينهن اندر اتي عام چونڊون ڪرائڻيون پونديون. آئين جي آرٽيڪل 224 موجب اهو لازمي آهي. bbox=[5, 444, 183, 479]
